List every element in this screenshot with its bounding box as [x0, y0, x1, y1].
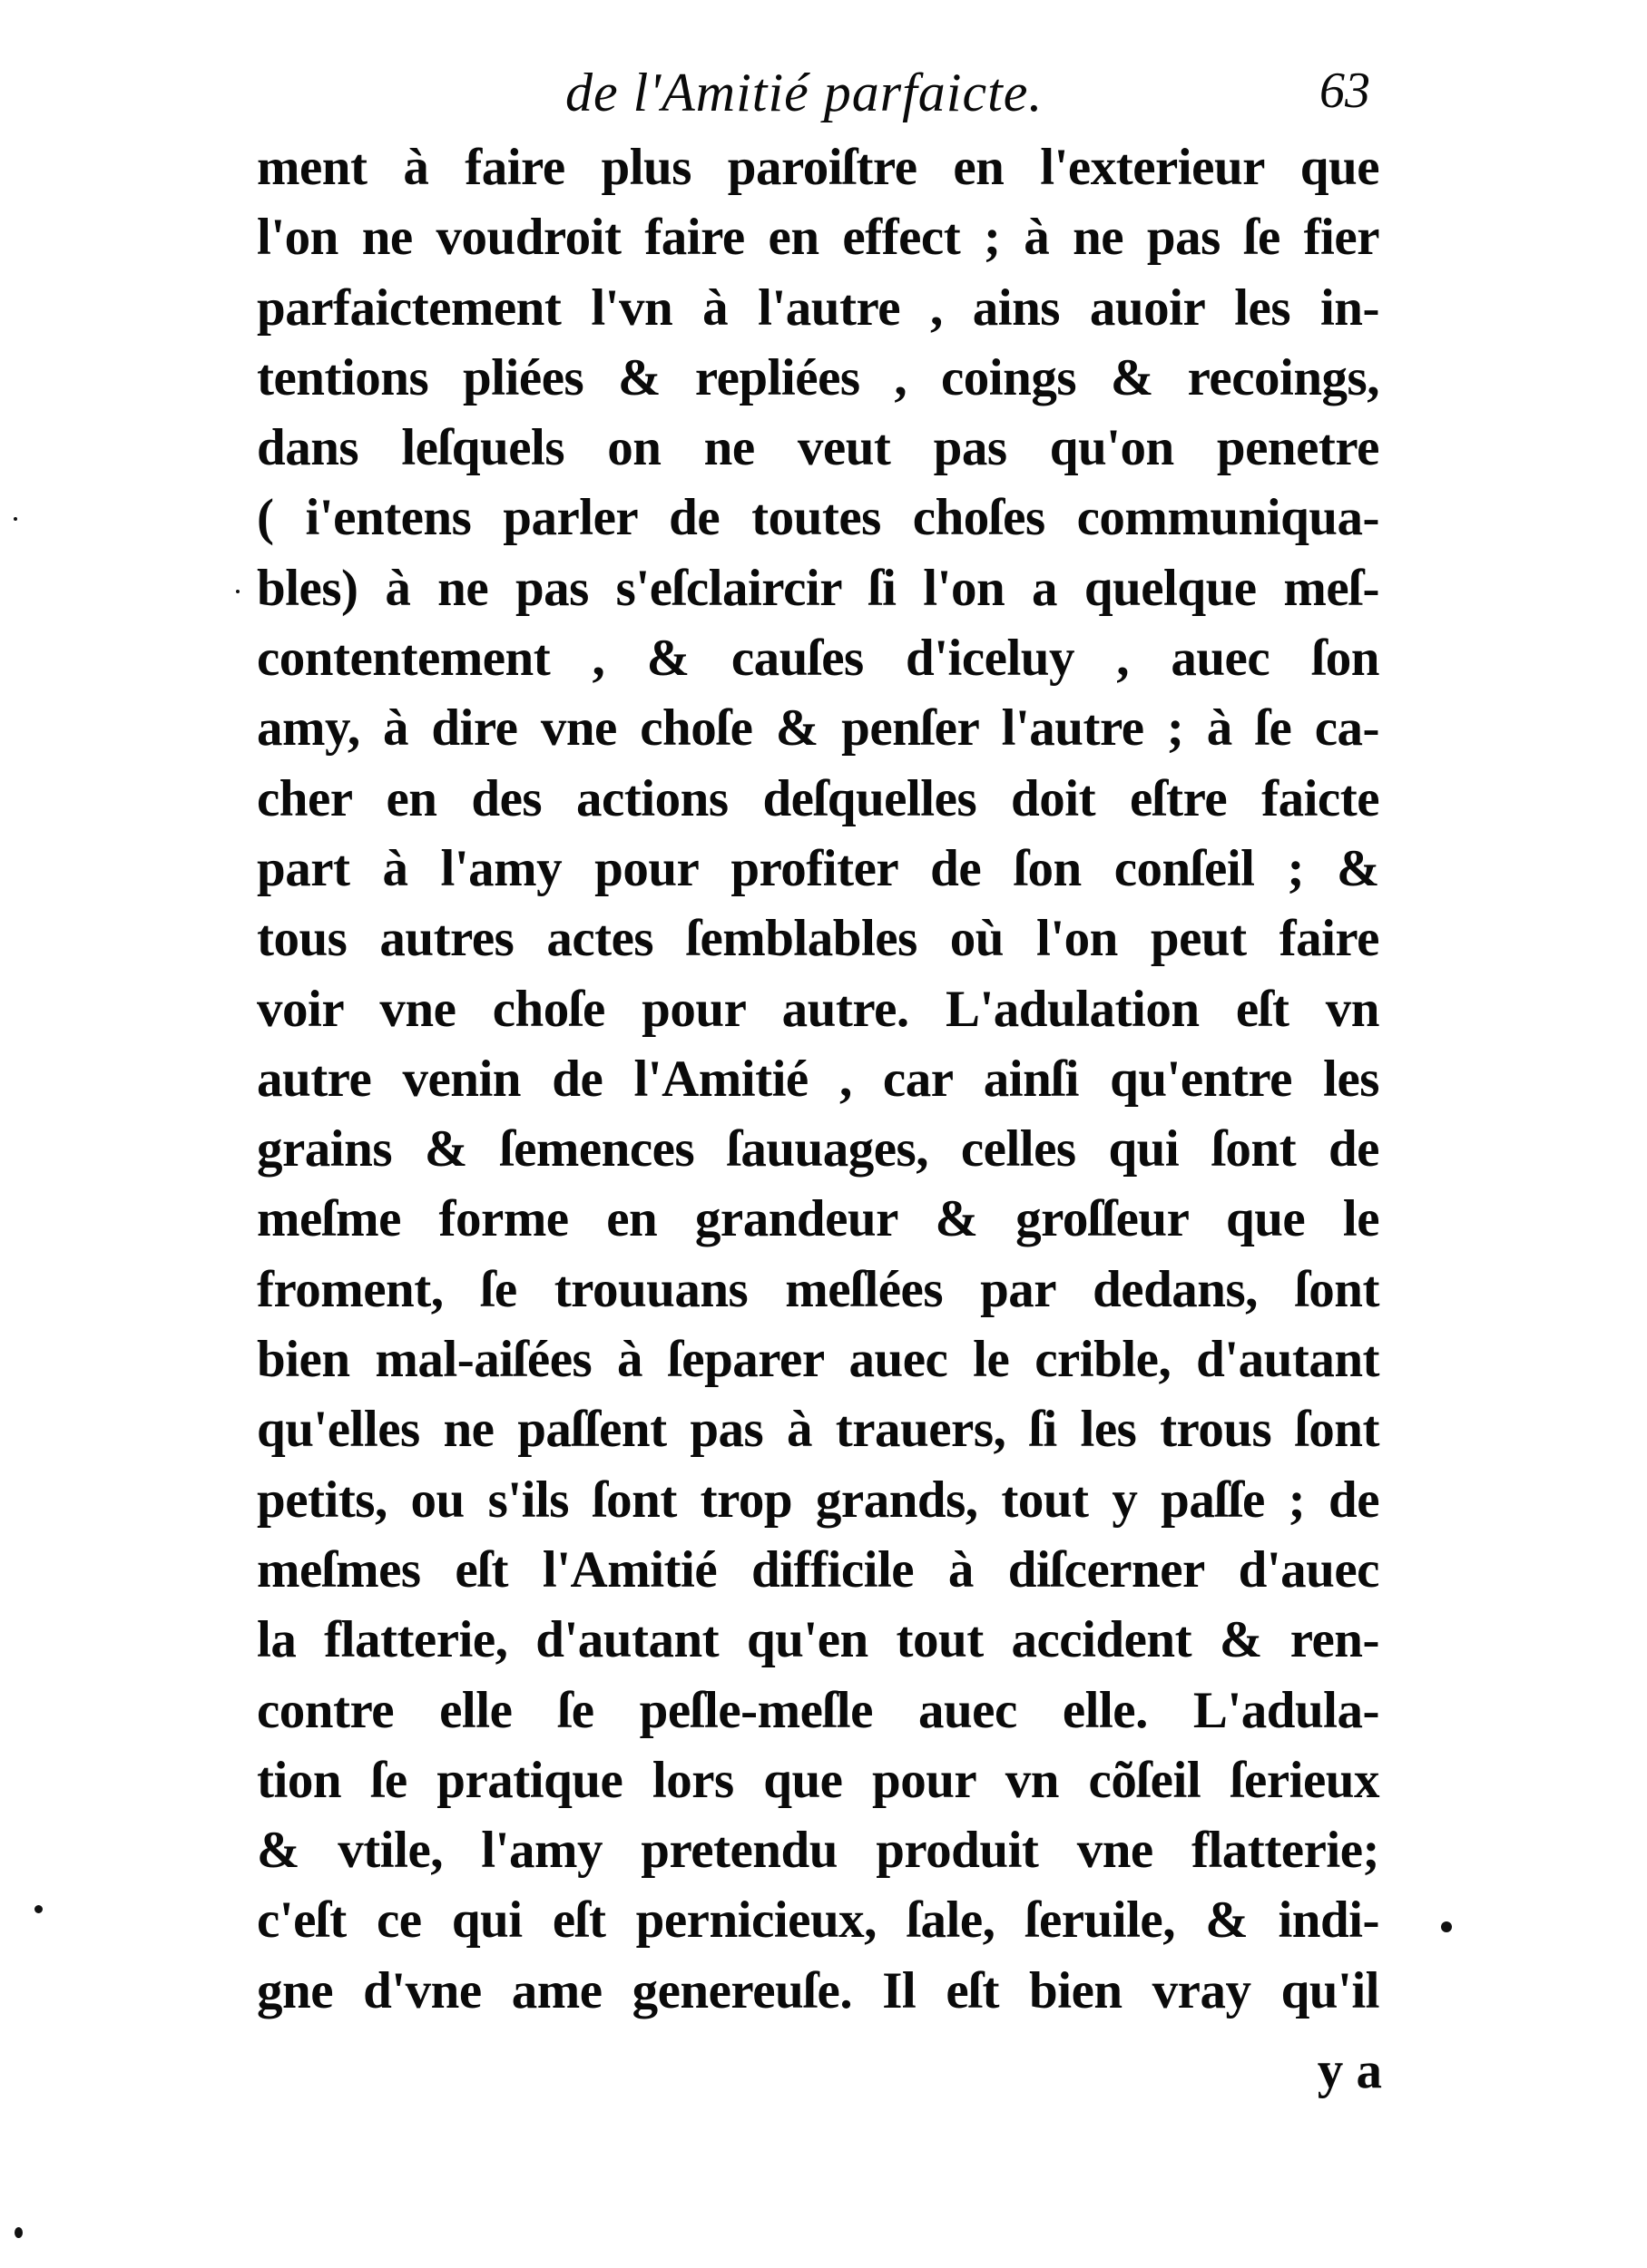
- text-line: amy, à dire vne choſe & penſer l'autre ; à ſe ca-: [257, 699, 1379, 758]
- text-line: grains & ſemences ſauuages, celles qui ſont de: [257, 1120, 1379, 1178]
- text-line: tion ſe pratique lors que pour vn cõſeil ſerieux: [257, 1751, 1379, 1809]
- ink-speck: [1441, 1921, 1452, 1932]
- running-header: [257, 62, 1379, 134]
- text-line: contre elle ſe peſle-meſle auec elle. L'adula-: [257, 1681, 1379, 1739]
- page-number: 63: [1319, 63, 1370, 119]
- text-line: autre venin de l'Amitié , car ainſi qu'entre les: [257, 1050, 1379, 1108]
- text-line: part à l'amy pour profiter de ſon conſeil ; &: [257, 839, 1379, 897]
- ink-speck: [236, 590, 240, 593]
- text-line: c'eſt ce qui eſt pernicieux, ſale, ſeruile, & indi-: [257, 1892, 1379, 1950]
- text-line: dans leſquels on ne veut pas qu'on penetre: [257, 419, 1379, 477]
- text-line: cher en des actions deſquelles doit eſtre faicte: [257, 769, 1379, 827]
- ink-speck: [34, 1905, 43, 1913]
- text-line: meſme forme en grandeur & groſſeur que le: [257, 1190, 1379, 1248]
- text-line: la flatterie, d'autant qu'en tout accident & ren-: [257, 1611, 1379, 1669]
- text-line: gne d'vne ame genereuſe. Il eſt bien vray qu'il: [257, 1961, 1379, 2019]
- text-line: contentement , & cauſes d'iceluy , auec ſon: [257, 630, 1379, 688]
- text-line: petits, ou s'ils ſont trop grands, tout y paſſe ; de: [257, 1471, 1379, 1529]
- text-line: voir vne choſe pour autre. L'adulation eſt vn: [257, 980, 1379, 1038]
- text-line: ( i'entens parler de toutes choſes communiqua-: [257, 489, 1379, 547]
- text-line: bien mal-aiſées à ſeparer auec le crible, d'autant: [257, 1331, 1379, 1389]
- text-line: tentions pliées & repliées , coings & recoings,: [257, 348, 1379, 406]
- text-line: & vtile, l'amy pretendu produit vne flatterie;: [257, 1822, 1379, 1880]
- text-line: tous autres actes ſemblables où l'on peut faire: [257, 910, 1379, 968]
- ink-speck: [15, 2227, 23, 2238]
- text-line: bles) à ne pas s'eſclaircir ſi l'on a quelque meſ-: [257, 559, 1379, 617]
- ink-speck: [14, 517, 17, 521]
- text-line: parfaictement l'vn à l'autre , ains auoir les in-: [257, 279, 1379, 337]
- text-line: l'on ne voudroit faire en effect ; à ne pas ſe fier: [257, 209, 1379, 267]
- running-title: de l'Amitié parfaicte.: [565, 63, 1044, 122]
- body-text: [257, 132, 1379, 2026]
- text-line: qu'elles ne paſſent pas à trauers, ſi les trous ſont: [257, 1401, 1379, 1459]
- text-line: froment, ſe trouuans meſlées par dedans, ſont: [257, 1260, 1379, 1318]
- text-line: ment à faire plus paroiſtre en l'exterieur que: [257, 139, 1379, 196]
- catchword: y a: [1317, 2042, 1382, 2099]
- text-line: meſmes eſt l'Amitié difficile à diſcerner d'auec: [257, 1540, 1379, 1598]
